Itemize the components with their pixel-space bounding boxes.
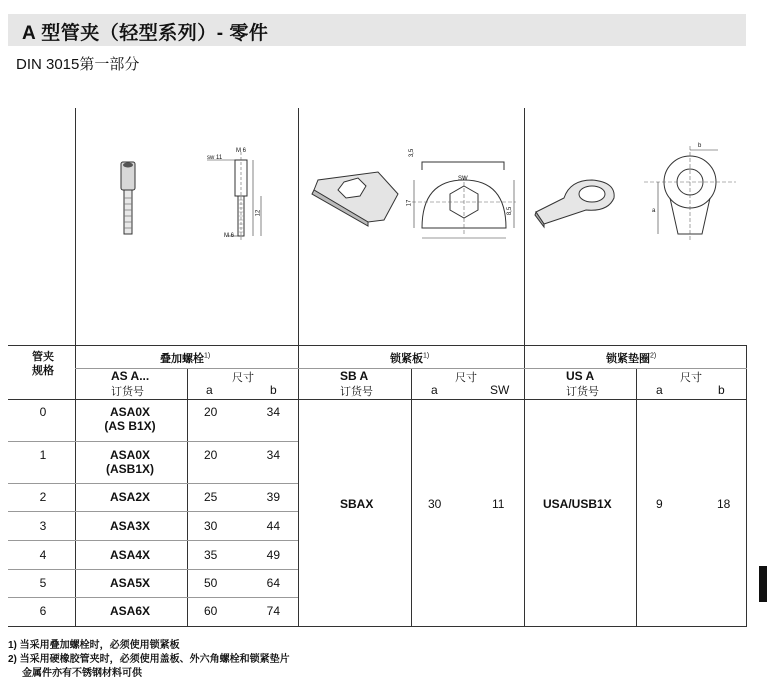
row-2-size: 2 bbox=[39, 490, 47, 504]
page-subtitle: DIN 3015第一部分 bbox=[16, 56, 140, 73]
row-3-order: ASA3X bbox=[109, 519, 150, 533]
washer-col-a: a bbox=[656, 383, 663, 397]
row-0-order: ASA0X bbox=[109, 405, 150, 419]
lock-plate-photo bbox=[308, 160, 404, 232]
group-lock-washer-name: 锁紧垫圈$^{2)}$ bbox=[606, 352, 657, 365]
header-bottom-rule bbox=[8, 399, 747, 400]
plate-label-side1: 17 bbox=[406, 199, 413, 207]
bolt-label-mid: 12 bbox=[255, 209, 262, 217]
row-5-order: ASA5X bbox=[109, 576, 150, 590]
row-0-a: 20 bbox=[204, 405, 218, 419]
table-bottom-rule bbox=[8, 626, 747, 627]
lock-plate-sw: 11 bbox=[492, 497, 505, 511]
row-rule-3 bbox=[8, 511, 298, 512]
plate-dimension-label: 尺寸 bbox=[455, 372, 477, 384]
washer-label-side: a bbox=[652, 208, 656, 214]
stacking-bolt-photo bbox=[112, 158, 146, 238]
row-4-a: 35 bbox=[204, 548, 218, 562]
row-0-order-sub: (AS B1X) bbox=[104, 419, 156, 433]
plate-order-label: 订货号 bbox=[340, 386, 373, 398]
group-stacking-bolt-name: 叠加螺栓$^{1)}$ bbox=[160, 352, 211, 365]
bolt-label-bottom: M 6 bbox=[224, 233, 235, 239]
row-4-size: 4 bbox=[39, 548, 47, 562]
lock-washer-a: 9 bbox=[656, 497, 663, 511]
row-2-b: 39 bbox=[266, 490, 280, 504]
clamp-size-header bbox=[20, 350, 66, 378]
header-top-rule bbox=[8, 345, 747, 346]
title-bar bbox=[8, 14, 746, 46]
lock-plate-order: SBAX bbox=[340, 497, 374, 511]
row-5-size: 5 bbox=[39, 576, 47, 590]
footnote-ref-bolt: 1) bbox=[204, 352, 211, 360]
row-1-order-sub: (ASB1X) bbox=[105, 462, 154, 476]
plate-col-a: a bbox=[431, 383, 438, 397]
row-2-a: 25 bbox=[204, 490, 218, 504]
plate-col-sw: SW bbox=[490, 383, 510, 397]
row-4-b: 49 bbox=[266, 548, 280, 562]
row-1-size: 1 bbox=[39, 448, 47, 462]
lock-plate-a: 30 bbox=[428, 497, 442, 511]
row-3-size: 3 bbox=[39, 519, 47, 533]
lock-washer-photo bbox=[530, 170, 626, 230]
row-3-b: 44 bbox=[266, 519, 280, 533]
plate-label-side2: 8,5 bbox=[507, 206, 514, 216]
row-0-b: 34 bbox=[266, 405, 280, 419]
lock-washer-order: USA/USB1X bbox=[543, 497, 612, 511]
bolt-label-sw: sw 11 bbox=[207, 155, 223, 161]
row-4-order: ASA4X bbox=[109, 548, 150, 562]
subheader-rule bbox=[75, 368, 747, 369]
footnote-2: 2) 当采用硬橡胶管夹时，必须使用盖板、外六角螺栓和锁紧垫片 bbox=[8, 654, 290, 665]
divider-col-4 bbox=[746, 345, 747, 627]
row-6-b: 74 bbox=[266, 604, 280, 618]
row-rule-6 bbox=[8, 597, 298, 598]
row-0-size: 0 bbox=[39, 405, 47, 419]
washer-dimension-label: 尺寸 bbox=[680, 372, 702, 384]
lock-plate-drawing bbox=[408, 142, 520, 246]
divider-order-us bbox=[636, 368, 637, 627]
bolt-col-a: a bbox=[206, 383, 213, 397]
row-6-a: 60 bbox=[204, 604, 218, 618]
divider-order-as bbox=[187, 368, 188, 627]
bolt-code: AS A... bbox=[111, 369, 150, 383]
footnote-ref-washer: 2) bbox=[650, 352, 657, 360]
clamp-size-header-text: 管夹 规格 bbox=[32, 351, 54, 377]
lock-washer-b: 18 bbox=[717, 497, 731, 511]
footnote-1: 1) 当采用叠加螺栓时，必须使用锁紧板 bbox=[8, 640, 180, 651]
bolt-col-b: b bbox=[270, 383, 277, 397]
bolt-order-label: 订货号 bbox=[111, 386, 144, 398]
row-5-b: 64 bbox=[266, 576, 280, 590]
page-title: A 型管夹（轻型系列）- 零件 bbox=[22, 23, 269, 44]
washer-label-top: b bbox=[698, 143, 702, 149]
plate-code: SB A bbox=[340, 369, 369, 383]
washer-col-b: b bbox=[718, 383, 725, 397]
footnote-3: 金属件亦有不锈钢材料可供 bbox=[22, 668, 142, 679]
row-3-a: 30 bbox=[204, 519, 218, 533]
row-rule-5 bbox=[8, 569, 298, 570]
bolt-label-top: M 6 bbox=[236, 148, 247, 154]
row-1-a: 20 bbox=[204, 448, 218, 462]
footnote-ref-plate: 1) bbox=[423, 352, 430, 360]
row-rule-1 bbox=[8, 441, 298, 442]
row-1-b: 34 bbox=[266, 448, 280, 462]
plate-label-top: 3,5 bbox=[409, 148, 416, 158]
row-2-order: ASA2X bbox=[109, 490, 150, 504]
washer-code: US A bbox=[566, 369, 595, 383]
row-1-order: ASA0X bbox=[109, 448, 150, 462]
bolt-dimension-label: 尺寸 bbox=[232, 372, 254, 384]
lock-washer-drawing bbox=[640, 140, 740, 246]
row-5-a: 50 bbox=[204, 576, 218, 590]
page-edge-tab bbox=[759, 566, 767, 602]
divider-order-sb bbox=[411, 368, 412, 627]
washer-order-label: 订货号 bbox=[566, 386, 599, 398]
row-rule-4 bbox=[8, 540, 298, 541]
plate-label-sw: SW bbox=[458, 176, 468, 182]
row-6-order: ASA6X bbox=[109, 604, 150, 618]
group-lock-plate-name: 锁紧板$^{1)}$ bbox=[390, 352, 430, 365]
row-rule-2 bbox=[8, 483, 298, 484]
row-6-size: 6 bbox=[39, 604, 47, 618]
